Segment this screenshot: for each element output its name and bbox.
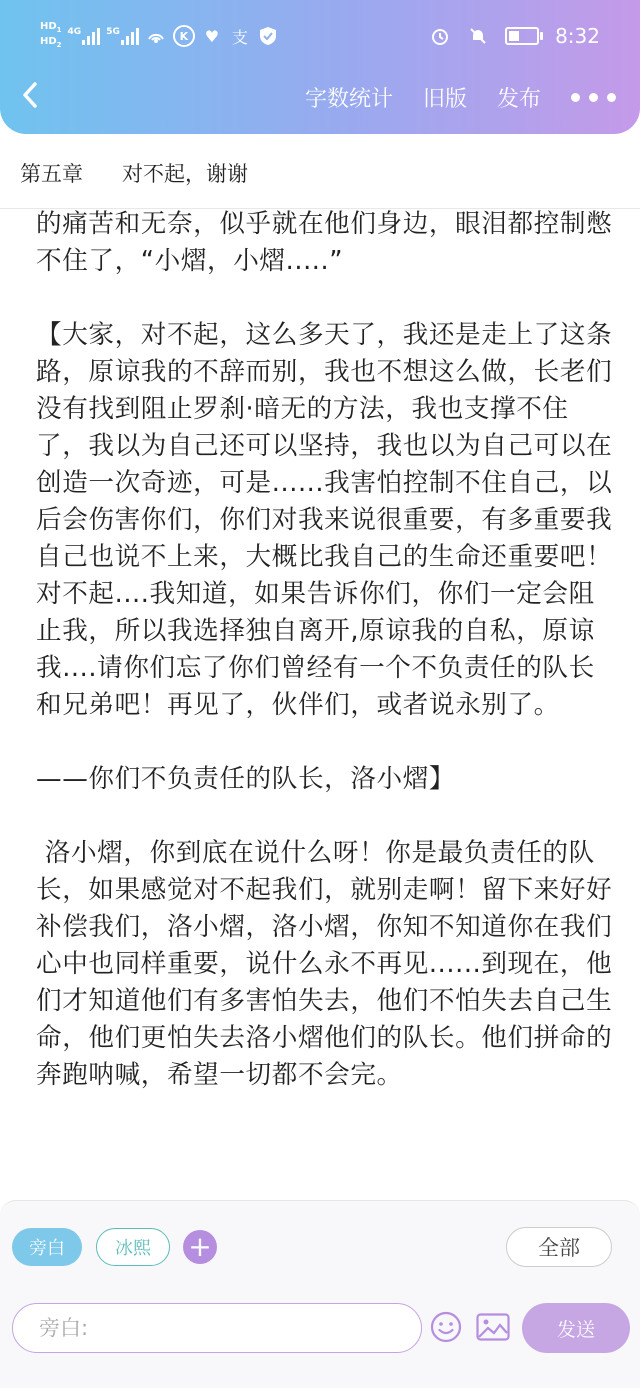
- story-paragraph: ——你们不负责任的队长，洛小熠】: [36, 764, 456, 794]
- hotspot-icon: [145, 25, 167, 47]
- role-chip-narration[interactable]: 旁白: [12, 1228, 82, 1266]
- nav-actions: [275, 82, 616, 113]
- story-content[interactable]: [36, 206, 614, 1094]
- bell-off-icon: [467, 25, 489, 47]
- image-icon: [476, 1313, 510, 1341]
- chapter-header: [0, 148, 640, 209]
- nav-bar: [0, 72, 640, 122]
- add-role-button[interactable]: +: [183, 1230, 217, 1264]
- message-input-wrapper: [12, 1303, 422, 1353]
- status-right: [429, 18, 600, 54]
- battery-icon: [505, 27, 539, 45]
- k-app-icon: K: [173, 25, 195, 47]
- image-button[interactable]: [476, 1313, 510, 1341]
- role-chip-bingxi[interactable]: 冰熙: [96, 1228, 170, 1266]
- alipay-icon: 支: [231, 27, 248, 47]
- signal-4g: 4G: [68, 27, 101, 45]
- status-left: [40, 18, 279, 54]
- clock: 8:32: [555, 24, 600, 48]
- all-filter-button[interactable]: 全部: [506, 1227, 612, 1267]
- more-dots-icon[interactable]: [571, 93, 616, 102]
- chapter-number: 第五章: [20, 162, 83, 186]
- status-bar: [0, 18, 640, 54]
- chapter-title[interactable]: 对不起，谢谢: [122, 162, 248, 186]
- heart-icon: ♥: [204, 26, 220, 46]
- sim-indicator: $HD_1$ $HD_2$: [40, 21, 62, 49]
- composer-panel: [0, 1200, 640, 1388]
- smiley-icon: [430, 1311, 462, 1343]
- publish-button[interactable]: 发布: [496, 87, 541, 112]
- alarm-icon: [429, 25, 451, 47]
- signal-bars-icon: [121, 27, 139, 45]
- app-header: [0, 0, 640, 134]
- story-paragraph: 洛小熠，你到底在说什么呀！你是最负责任的队长，如果感觉对不起我们，就别走啊！留下来好好补偿我们，洛小熠，洛小熠，你知不知道你在我们心中也同样重要，说什么永不再见......到现在，他们才知道他们有多害怕失去，他们不怕失去自己生命，他们更怕失去洛小熠他们的队长。他们拼命的奔跑呐喊，希望一切都不会完。: [36, 838, 613, 1090]
- signal-bars-icon: [82, 27, 100, 45]
- signal-5g: 5G: [106, 27, 139, 45]
- shield-check-icon: [257, 25, 279, 47]
- back-button[interactable]: [20, 80, 50, 114]
- send-button[interactable]: 发送: [522, 1303, 630, 1353]
- story-paragraph: 的痛苦和无奈，似乎就在他们身边，眼泪都控制憋不住了，“小熠，小熠.....”: [36, 209, 613, 276]
- story-paragraph: 【大家，对不起，这么多天了，我还是走上了这条路，原谅我的不辞而别，我也不想这么做，长老们没有找到阻止罗刹·暗无的方法，我也支撑不住了，我以为自己还可以坚持，我也以为自己可以在创造一次奇迹，可是......我害怕控制不住自己，以后会伤害你们，你们对我来说很重要，有多重要我自己也说不上来，大概比我自己的生命还重要吧！对不起....我知道，如果告诉你们，你们一定会阻止我，所以我选择独自离开,原谅我的自私，原谅我....请你们忘了你们曾经有一个不负责任的队长和兄弟吧！再见了，伙伴们，或者说永别了。: [36, 320, 613, 720]
- message-input[interactable]: [37, 1304, 401, 1352]
- emoji-button[interactable]: [430, 1311, 462, 1343]
- chevron-left-icon: [20, 80, 40, 110]
- word-count-button[interactable]: 字数统计: [304, 87, 393, 112]
- old-version-button[interactable]: 旧版: [422, 87, 467, 112]
